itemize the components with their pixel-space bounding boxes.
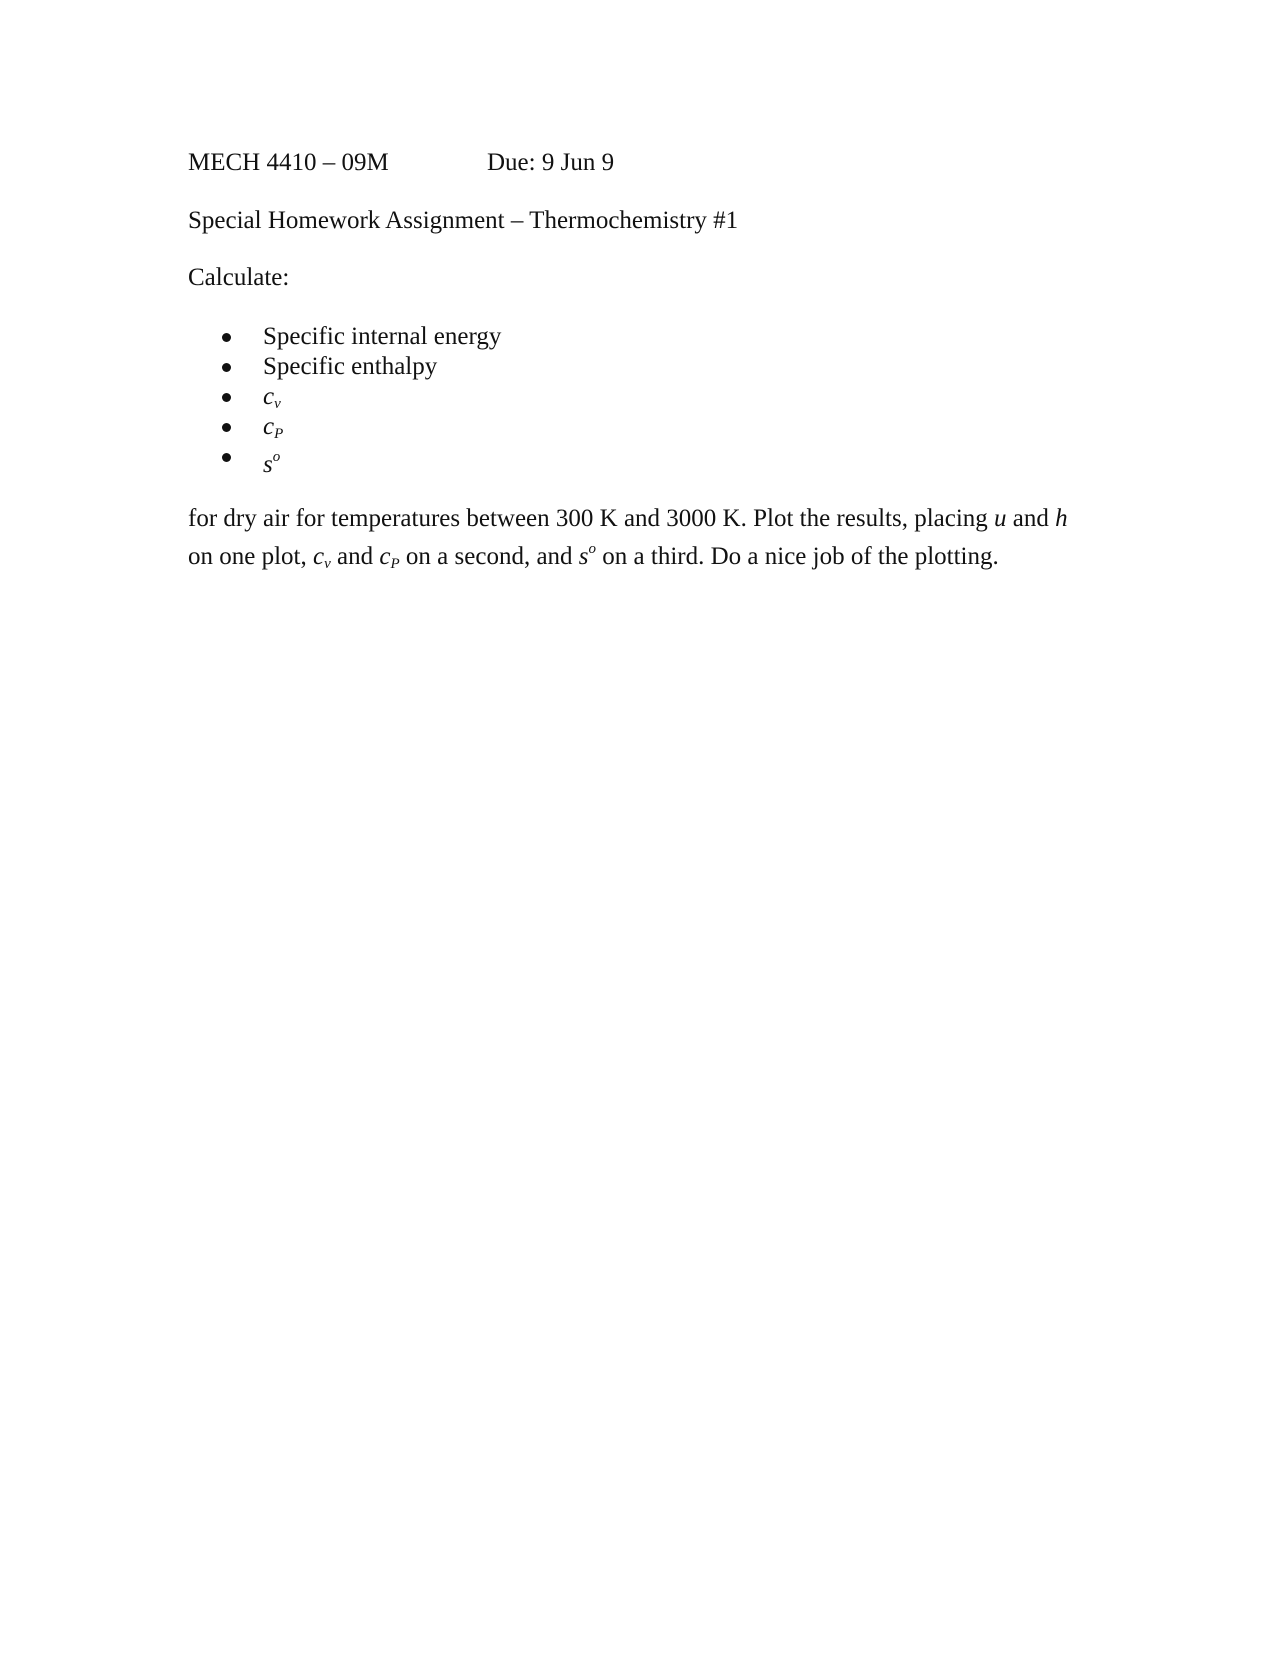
symbol-subscript: v — [324, 556, 331, 572]
bullet-icon — [222, 393, 231, 402]
bullet-icon — [222, 333, 231, 342]
symbol-base: c — [263, 413, 275, 440]
list-item — [188, 352, 501, 382]
list-item-text: Specific internal energy — [263, 323, 502, 350]
bullet-icon — [222, 363, 231, 372]
symbol-superscript: o — [588, 541, 597, 557]
bullet-icon — [222, 423, 231, 432]
text-run: and — [1006, 505, 1056, 532]
bullet-icon — [222, 453, 231, 462]
symbol-base: s — [263, 451, 273, 478]
due-date: Due: 9 Jun 9 — [487, 149, 615, 176]
symbol-base: c — [313, 543, 325, 570]
symbol-h: h — [1055, 505, 1068, 532]
paragraph-line-1 — [188, 504, 1088, 534]
symbol-subscript: P — [274, 426, 284, 442]
calculate-label: Calculate: — [188, 264, 290, 291]
symbol-subscript: v — [274, 396, 281, 412]
symbol-subscript: P — [390, 556, 400, 572]
text-run: on one plot, — [188, 543, 313, 570]
list-item — [188, 442, 501, 478]
course-code: MECH 4410 – 09M — [188, 149, 389, 176]
symbol-base: s — [578, 543, 589, 570]
symbol-superscript: o — [272, 449, 281, 465]
list-item — [188, 322, 501, 352]
text-run: on a second, and — [399, 543, 579, 570]
assignment-title: Special Homework Assignment – Thermochemistry #1 — [188, 207, 739, 234]
list-item-text: Specific enthalpy — [263, 353, 438, 380]
instructions-paragraph — [188, 504, 1088, 579]
quantity-list — [188, 322, 502, 478]
symbol-base: c — [379, 543, 391, 570]
list-item — [188, 382, 501, 412]
text-run: for dry air for temperatures between 300 K and 3000 K. Plot the results, placing — [188, 505, 995, 532]
symbol-u: u — [994, 505, 1007, 532]
symbol-base: c — [263, 383, 275, 410]
text-run: and — [330, 543, 380, 570]
list-item — [188, 412, 501, 442]
text-run: on a third. Do a nice job of the plotting. — [596, 543, 999, 570]
paragraph-line-2 — [188, 534, 1088, 579]
